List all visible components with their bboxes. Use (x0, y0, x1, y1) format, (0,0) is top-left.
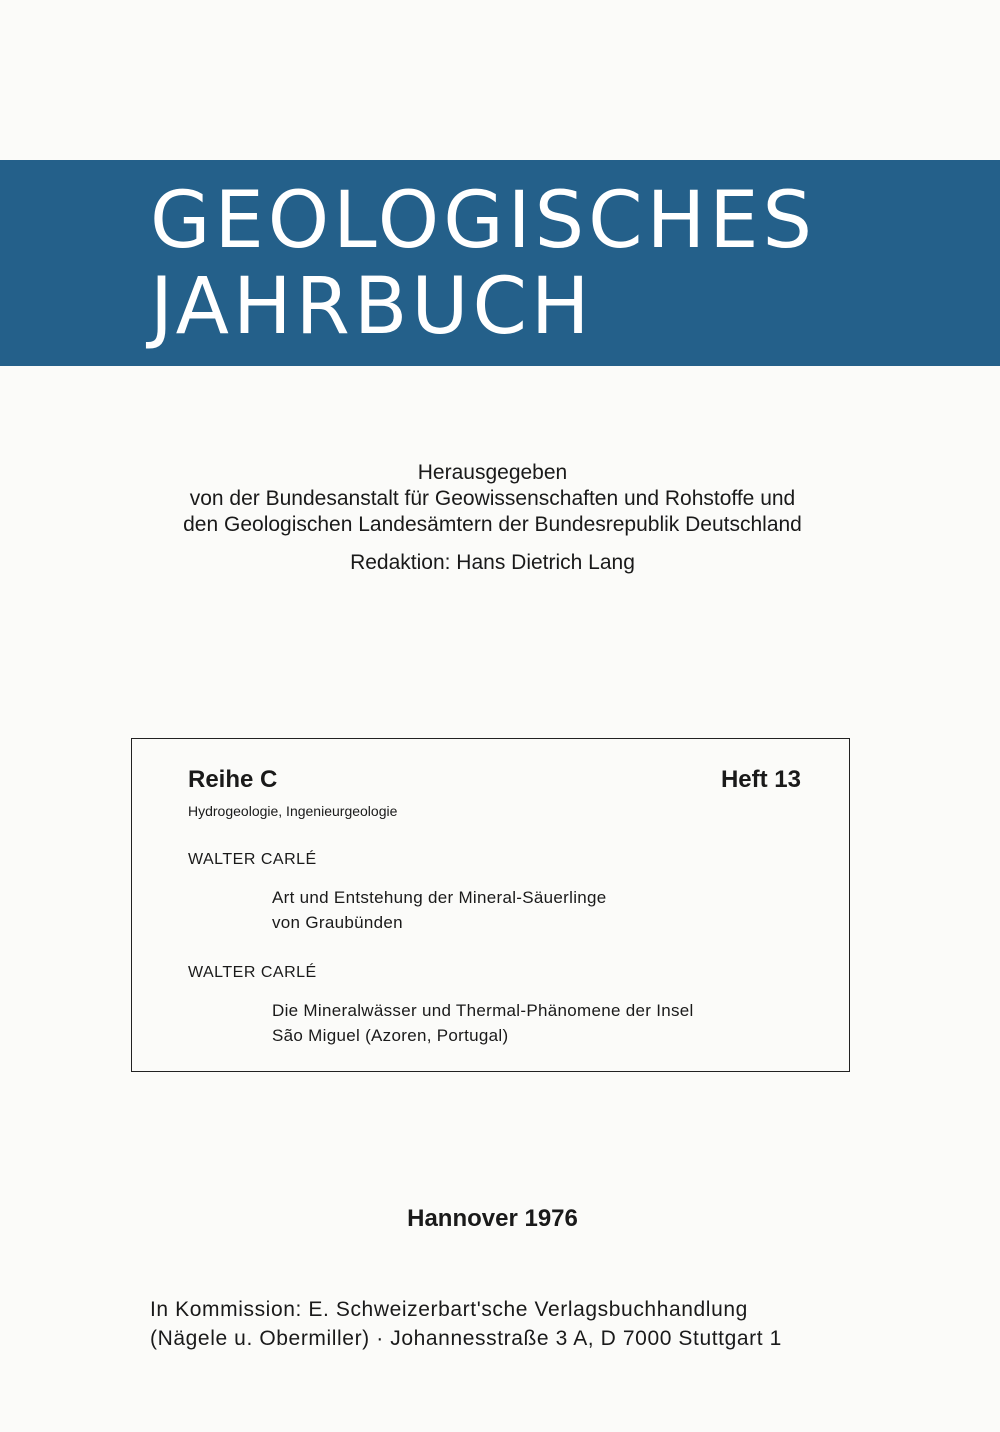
article-title-line: São Miguel (Azoren, Portugal) (272, 1026, 509, 1045)
publisher-block (0, 460, 985, 576)
commission-imprint (150, 1295, 782, 1353)
published-by: Herausgegeben (417, 461, 568, 484)
commission-line1: In Kommission: E. Schweizerbart'sche Verlagsbuchhandlung (150, 1298, 748, 1321)
place-year: Hannover 1976 (407, 1205, 578, 1232)
article-title-line: Die Mineralwässer und Thermal-Phänomene der Insel (272, 1001, 694, 1020)
series-label: Reihe C (188, 766, 278, 793)
article-author: WALTER CARLÉ (188, 964, 317, 981)
series-box (131, 738, 850, 1072)
article-title-line: Art und Entstehung der Mineral-Säuerlinge (272, 888, 607, 907)
journal-title-line1: GEOLOGISCHES (150, 176, 817, 266)
issue-label: Heft 13 (720, 766, 801, 793)
publisher-line1: von der Bundesanstalt für Geowissenschaften und Rohstoffe und (189, 487, 796, 510)
article-title-line: von Graubünden (272, 913, 403, 932)
article-title (272, 885, 607, 935)
editor: Redaktion: Hans Dietrich Lang (350, 551, 635, 574)
commission-line2: (Nägele u. Obermiller) · Johannesstraße 3 A, D 7000 Stuttgart 1 (150, 1327, 782, 1350)
publisher-line2: den Geologischen Landesämtern der Bundesrepublik Deutschland (183, 513, 802, 536)
journal-title-line2: JAHRBUCH (150, 262, 594, 352)
article-author: WALTER CARLÉ (188, 851, 317, 868)
title-banner (0, 160, 1000, 366)
article-title (272, 998, 694, 1048)
series-subject: Hydrogeologie, Ingenieurgeologie (188, 803, 398, 819)
